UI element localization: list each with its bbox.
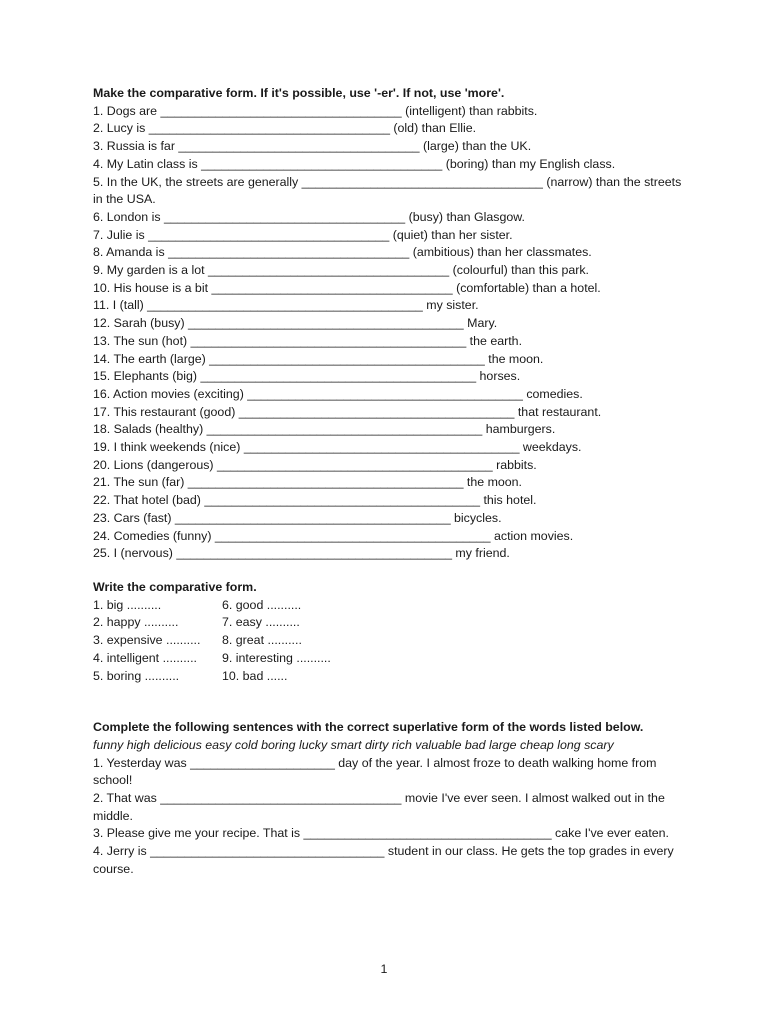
comparative-row bbox=[93, 614, 683, 632]
exercise-item: 22. That hotel (bad) ________________________________________ this hotel. bbox=[93, 493, 537, 508]
section1-heading: Make the comparative form. If it's possible, use '-er'. If not, use 'more'. bbox=[93, 86, 505, 100]
exercise-item: 11. I (tall) ________________________________________ my sister. bbox=[93, 298, 479, 313]
comparative-cell: 8. great .......... bbox=[222, 633, 302, 648]
exercise-item: 24. Comedies (funny) ________________________________________ action movies. bbox=[93, 528, 574, 543]
exercise-item: 2. That was ___________________________________ movie I've ever seen. I almost walked out in the middle. bbox=[93, 791, 665, 823]
exercise-item: 23. Cars (fast) ________________________________________ bicycles. bbox=[93, 510, 502, 525]
section3-list bbox=[93, 755, 683, 879]
exercise-item: 18. Salads (healthy) ________________________________________ hamburgers. bbox=[93, 422, 556, 437]
section2-heading: Write the comparative form. bbox=[93, 579, 257, 594]
exercise-item: 8. Amanda is ___________________________________ (ambitious) than her classmates. bbox=[93, 245, 592, 260]
comparative-cell: 4. intelligent .......... bbox=[93, 650, 197, 665]
exercise-item: 16. Action movies (exciting) ________________________________________ comedies. bbox=[93, 386, 583, 401]
exercise-item: 17. This restaurant (good) ________________________________________ that restaurant. bbox=[93, 404, 602, 419]
section1-list bbox=[93, 103, 683, 563]
exercise-item: 15. Elephants (big) ________________________________________ horses. bbox=[93, 369, 521, 384]
exercise-item: 1. Yesterday was _____________________ day of the year. I almost froze to death walking home from school! bbox=[93, 755, 657, 788]
exercise-item: 12. Sarah (busy) ________________________________________ Mary. bbox=[93, 316, 498, 331]
exercise-item: 20. Lions (dangerous) ________________________________________ rabbits. bbox=[93, 457, 537, 472]
exercise-item: 4. Jerry is __________________________________ student in our class. He gets the top grades in every course. bbox=[93, 844, 674, 876]
exercise-item: 9. My garden is a lot ___________________________________ (colourful) than this park. bbox=[93, 263, 590, 278]
section3-heading: Complete the following sentences with the correct superlative form of the words listed below. bbox=[93, 720, 644, 735]
comparative-cell: 3. expensive .......... bbox=[93, 633, 201, 648]
word-list: funny high delicious easy cold boring lucky smart dirty rich valuable bad large cheap long scary bbox=[93, 737, 614, 752]
section2-table bbox=[93, 597, 683, 686]
comparative-cell: 9. interesting .......... bbox=[222, 650, 331, 665]
page-number: 1 bbox=[380, 962, 388, 976]
exercise-item: 3. Russia is far ___________________________________ (large) than the UK. bbox=[93, 139, 532, 154]
exercise-item: 5. In the UK, the streets are generally ___________________________________ (narrow) than the streets in the USA. bbox=[93, 174, 682, 207]
worksheet-content bbox=[93, 85, 683, 879]
exercise-item: 19. I think weekends (nice) ________________________________________ weekdays. bbox=[93, 440, 582, 455]
section-spacer bbox=[93, 563, 683, 579]
comparative-row bbox=[93, 650, 683, 668]
exercise-item: 13. The sun (hot) ________________________________________ the earth. bbox=[93, 333, 523, 348]
exercise-item: 25. I (nervous) ________________________________________ my friend. bbox=[93, 546, 510, 561]
exercise-item: 3. Please give me your recipe. That is ____________________________________ cake I've ever eaten. bbox=[93, 826, 669, 841]
exercise-item: 2. Lucy is ___________________________________ (old) than Ellie. bbox=[93, 121, 477, 136]
exercise-item: 4. My Latin class is ___________________________________ (boring) than my English class. bbox=[93, 156, 616, 171]
exercise-item: 1. Dogs are ___________________________________ (intelligent) than rabbits. bbox=[93, 103, 538, 118]
exercise-item: 10. His house is a bit ___________________________________ (comfortable) than a hotel. bbox=[93, 280, 601, 295]
exercise-item: 14. The earth (large) ________________________________________ the moon. bbox=[93, 351, 544, 366]
comparative-row bbox=[93, 668, 683, 686]
exercise-item: 6. London is ___________________________________ (busy) than Glasgow. bbox=[93, 209, 525, 224]
comparative-cell: 10. bad ...... bbox=[222, 668, 288, 683]
section-spacer bbox=[93, 685, 683, 719]
exercise-item: 7. Julie is ___________________________________ (quiet) than her sister. bbox=[93, 227, 513, 242]
comparative-row bbox=[93, 632, 683, 650]
exercise-item: 21. The sun (far) ________________________________________ the moon. bbox=[93, 475, 523, 490]
comparative-cell: 5. boring .......... bbox=[93, 668, 180, 683]
comparative-cell: 7. easy .......... bbox=[222, 615, 300, 630]
comparative-cell: 2. happy .......... bbox=[93, 615, 179, 630]
comparative-cell: 6. good .......... bbox=[222, 597, 302, 612]
comparative-row bbox=[93, 597, 683, 615]
comparative-cell: 1. big .......... bbox=[93, 597, 162, 612]
